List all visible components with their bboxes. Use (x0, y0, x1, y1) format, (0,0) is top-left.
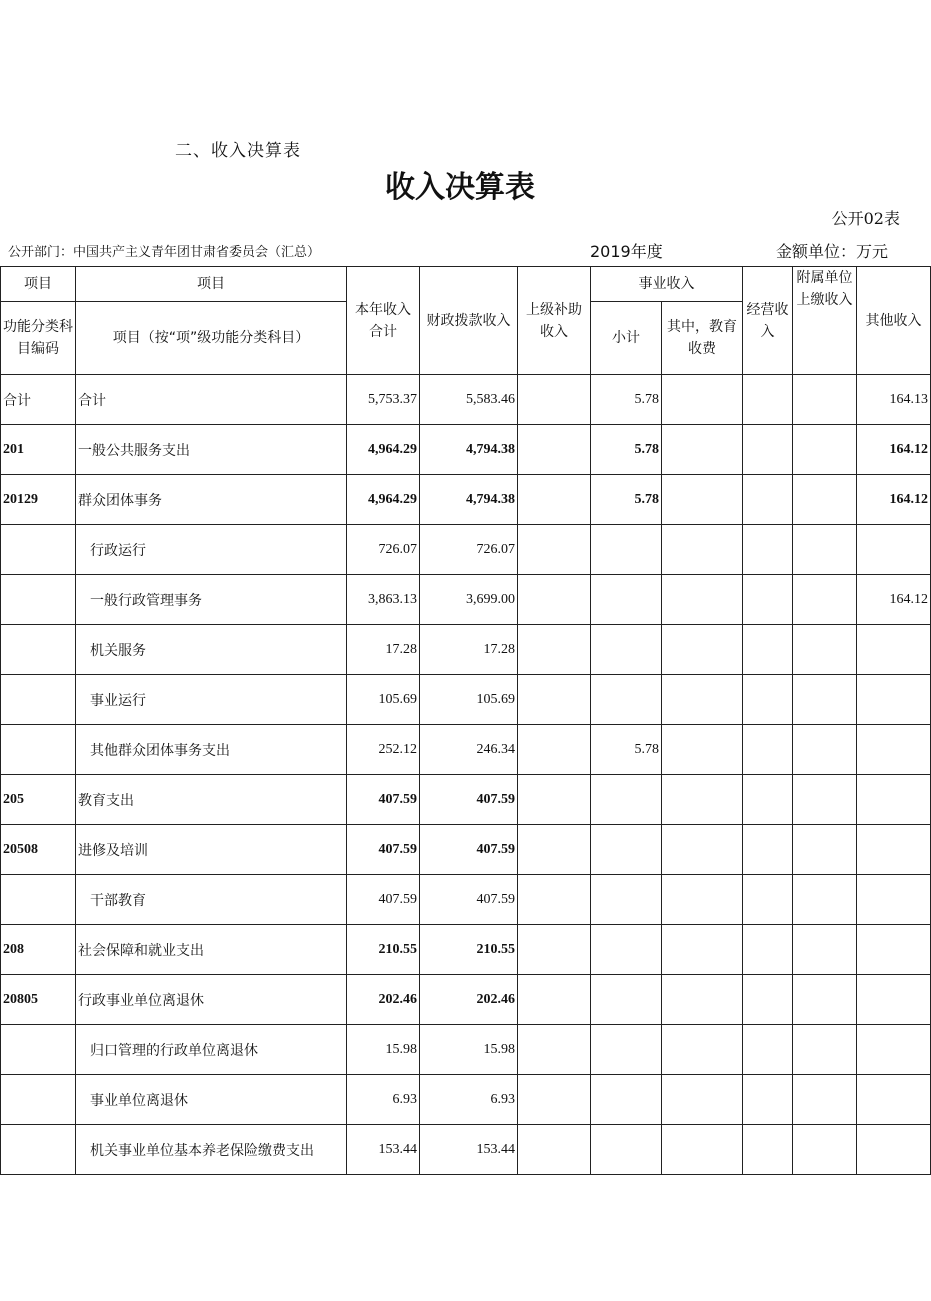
row-fiscal: 15.98 (420, 1025, 518, 1075)
row-operating (743, 575, 793, 625)
row-other: 164.12 (857, 575, 931, 625)
row-fiscal: 407.59 (420, 775, 518, 825)
row-operating (743, 475, 793, 525)
row-total: 4,964.29 (347, 475, 420, 525)
row-name: 社会保障和就业支出 (76, 925, 347, 975)
row-affiliated (793, 475, 857, 525)
row-operating (743, 525, 793, 575)
row-affiliated (793, 975, 857, 1025)
row-career-subtotal (591, 675, 662, 725)
header-total: 本年收入合计 (347, 267, 420, 375)
table-row (1, 425, 931, 475)
row-other: 164.12 (857, 425, 931, 475)
table-row (1, 575, 931, 625)
row-total: 210.55 (347, 925, 420, 975)
row-operating (743, 1025, 793, 1075)
row-affiliated (793, 1075, 857, 1125)
row-education-fee (662, 825, 743, 875)
row-code (1, 525, 76, 575)
row-superior (518, 925, 591, 975)
row-code: 201 (1, 425, 76, 475)
row-career-subtotal (591, 1025, 662, 1075)
table-row (1, 875, 931, 925)
row-fiscal: 246.34 (420, 725, 518, 775)
header-fiscal: 财政拨款收入 (420, 267, 518, 375)
row-career-subtotal (591, 525, 662, 575)
row-fiscal: 3,699.00 (420, 575, 518, 625)
row-code (1, 575, 76, 625)
row-superior (518, 975, 591, 1025)
row-education-fee (662, 375, 743, 425)
header-education-fee: 其中，教育收费 (662, 302, 743, 375)
row-code (1, 875, 76, 925)
row-career-subtotal: 5.78 (591, 425, 662, 475)
row-code: 20805 (1, 975, 76, 1025)
row-superior (518, 525, 591, 575)
row-other (857, 1075, 931, 1125)
row-career-subtotal: 5.78 (591, 725, 662, 775)
row-affiliated (793, 875, 857, 925)
row-code (1, 1125, 76, 1175)
row-total: 4,964.29 (347, 425, 420, 475)
row-code (1, 625, 76, 675)
row-career-subtotal (591, 925, 662, 975)
row-affiliated (793, 625, 857, 675)
row-superior (518, 425, 591, 475)
row-career-subtotal (591, 825, 662, 875)
row-career-subtotal: 5.78 (591, 375, 662, 425)
row-other: 164.13 (857, 375, 931, 425)
row-other (857, 875, 931, 925)
row-operating (743, 725, 793, 775)
table-row (1, 825, 931, 875)
row-education-fee (662, 975, 743, 1025)
row-superior (518, 875, 591, 925)
row-education-fee (662, 525, 743, 575)
row-code: 20508 (1, 825, 76, 875)
page-title: 收入决算表 (385, 170, 535, 205)
row-operating (743, 1125, 793, 1175)
table-row (1, 475, 931, 525)
row-other: 164.12 (857, 475, 931, 525)
row-other (857, 625, 931, 675)
row-education-fee (662, 675, 743, 725)
row-superior (518, 375, 591, 425)
table-row (1, 725, 931, 775)
row-total: 3,863.13 (347, 575, 420, 625)
row-total: 407.59 (347, 875, 420, 925)
table-row (1, 775, 931, 825)
row-fiscal: 105.69 (420, 675, 518, 725)
header-code: 功能分类科目编码 (1, 302, 76, 375)
row-operating (743, 925, 793, 975)
row-name: 教育支出 (76, 775, 347, 825)
row-name: 行政事业单位离退休 (76, 975, 347, 1025)
header-subtotal: 小计 (591, 302, 662, 375)
header-item-name: 项目 (76, 267, 347, 302)
row-fiscal: 5,583.46 (420, 375, 518, 425)
row-career-subtotal (591, 625, 662, 675)
row-education-fee (662, 1075, 743, 1125)
row-other (857, 925, 931, 975)
row-superior (518, 725, 591, 775)
fiscal-year: 2019年度 (590, 242, 663, 261)
row-other (857, 525, 931, 575)
row-operating (743, 625, 793, 675)
row-fiscal: 4,794.38 (420, 475, 518, 525)
amount-unit: 金额单位：万元 (776, 242, 889, 261)
row-affiliated (793, 575, 857, 625)
row-name: 其他群众团体事务支出 (76, 725, 347, 775)
row-affiliated (793, 675, 857, 725)
row-total: 252.12 (347, 725, 420, 775)
row-career-subtotal (591, 575, 662, 625)
row-career-subtotal: 5.78 (591, 475, 662, 525)
row-career-subtotal (591, 875, 662, 925)
header-superior: 上级补助收入 (518, 267, 591, 375)
row-total: 407.59 (347, 825, 420, 875)
row-education-fee (662, 625, 743, 675)
row-code: 合计 (1, 375, 76, 425)
row-total: 726.07 (347, 525, 420, 575)
row-fiscal: 153.44 (420, 1125, 518, 1175)
row-affiliated (793, 425, 857, 475)
row-career-subtotal (591, 775, 662, 825)
header-career: 事业收入 (591, 267, 743, 302)
row-education-fee (662, 475, 743, 525)
row-education-fee (662, 425, 743, 475)
table-row (1, 1125, 931, 1175)
row-education-fee (662, 575, 743, 625)
row-operating (743, 1075, 793, 1125)
row-operating (743, 975, 793, 1025)
row-code (1, 725, 76, 775)
row-code (1, 1025, 76, 1075)
table-row (1, 925, 931, 975)
row-total: 6.93 (347, 1075, 420, 1125)
row-affiliated (793, 1025, 857, 1075)
row-total: 407.59 (347, 775, 420, 825)
header-name: 项目（按“项”级功能分类科目） (76, 302, 347, 375)
row-fiscal: 4,794.38 (420, 425, 518, 475)
row-other (857, 1125, 931, 1175)
department-label: 公开部门：中国共产主义青年团甘肃省委员会（汇总） (8, 245, 321, 260)
income-table (0, 266, 931, 1175)
row-code: 208 (1, 925, 76, 975)
row-operating (743, 375, 793, 425)
row-total: 202.46 (347, 975, 420, 1025)
row-operating (743, 775, 793, 825)
row-affiliated (793, 925, 857, 975)
row-total: 15.98 (347, 1025, 420, 1075)
row-career-subtotal (591, 1125, 662, 1175)
table-row (1, 375, 931, 425)
row-total: 5,753.37 (347, 375, 420, 425)
row-other (857, 675, 931, 725)
header-other: 其他收入 (857, 267, 931, 375)
header-affiliated: 附属单位上缴收入 (793, 267, 857, 375)
row-fiscal: 202.46 (420, 975, 518, 1025)
row-education-fee (662, 925, 743, 975)
row-other (857, 725, 931, 775)
header-item: 项目 (1, 267, 76, 302)
table-row (1, 1025, 931, 1075)
row-other (857, 1025, 931, 1075)
row-code: 205 (1, 775, 76, 825)
row-superior (518, 475, 591, 525)
table-row (1, 675, 931, 725)
row-name: 进修及培训 (76, 825, 347, 875)
table-row (1, 625, 931, 675)
header-operating: 经营收入 (743, 267, 793, 375)
row-superior (518, 575, 591, 625)
row-fiscal: 407.59 (420, 825, 518, 875)
row-operating (743, 675, 793, 725)
row-education-fee (662, 875, 743, 925)
row-fiscal: 17.28 (420, 625, 518, 675)
row-affiliated (793, 525, 857, 575)
table-row (1, 975, 931, 1025)
row-code: 20129 (1, 475, 76, 525)
row-education-fee (662, 725, 743, 775)
row-education-fee (662, 1025, 743, 1075)
row-superior (518, 1125, 591, 1175)
row-fiscal: 407.59 (420, 875, 518, 925)
row-superior (518, 1075, 591, 1125)
row-code (1, 675, 76, 725)
row-name: 归口管理的行政单位离退休 (76, 1025, 347, 1075)
row-superior (518, 775, 591, 825)
row-education-fee (662, 775, 743, 825)
row-code (1, 1075, 76, 1125)
row-affiliated (793, 375, 857, 425)
row-superior (518, 1025, 591, 1075)
row-other (857, 775, 931, 825)
row-superior (518, 825, 591, 875)
row-name: 机关服务 (76, 625, 347, 675)
table-row (1, 525, 931, 575)
row-name: 事业单位离退休 (76, 1075, 347, 1125)
row-superior (518, 625, 591, 675)
row-name: 事业运行 (76, 675, 347, 725)
row-other (857, 975, 931, 1025)
row-affiliated (793, 825, 857, 875)
row-affiliated (793, 725, 857, 775)
row-career-subtotal (591, 975, 662, 1025)
section-heading: 二、收入决算表 (175, 141, 301, 161)
row-total: 17.28 (347, 625, 420, 675)
row-operating (743, 875, 793, 925)
row-fiscal: 6.93 (420, 1075, 518, 1125)
form-number: 公开02表 (831, 209, 900, 228)
row-name: 行政运行 (76, 525, 347, 575)
table-row (1, 1075, 931, 1125)
row-name: 干部教育 (76, 875, 347, 925)
row-operating (743, 425, 793, 475)
row-career-subtotal (591, 1075, 662, 1125)
row-name: 一般公共服务支出 (76, 425, 347, 475)
row-fiscal: 726.07 (420, 525, 518, 575)
row-name: 机关事业单位基本养老保险缴费支出 (76, 1125, 347, 1175)
row-superior (518, 675, 591, 725)
row-name: 群众团体事务 (76, 475, 347, 525)
row-education-fee (662, 1125, 743, 1175)
row-affiliated (793, 775, 857, 825)
row-other (857, 825, 931, 875)
row-operating (743, 825, 793, 875)
row-name: 合计 (76, 375, 347, 425)
row-affiliated (793, 1125, 857, 1175)
row-total: 105.69 (347, 675, 420, 725)
row-total: 153.44 (347, 1125, 420, 1175)
row-fiscal: 210.55 (420, 925, 518, 975)
row-name: 一般行政管理事务 (76, 575, 347, 625)
